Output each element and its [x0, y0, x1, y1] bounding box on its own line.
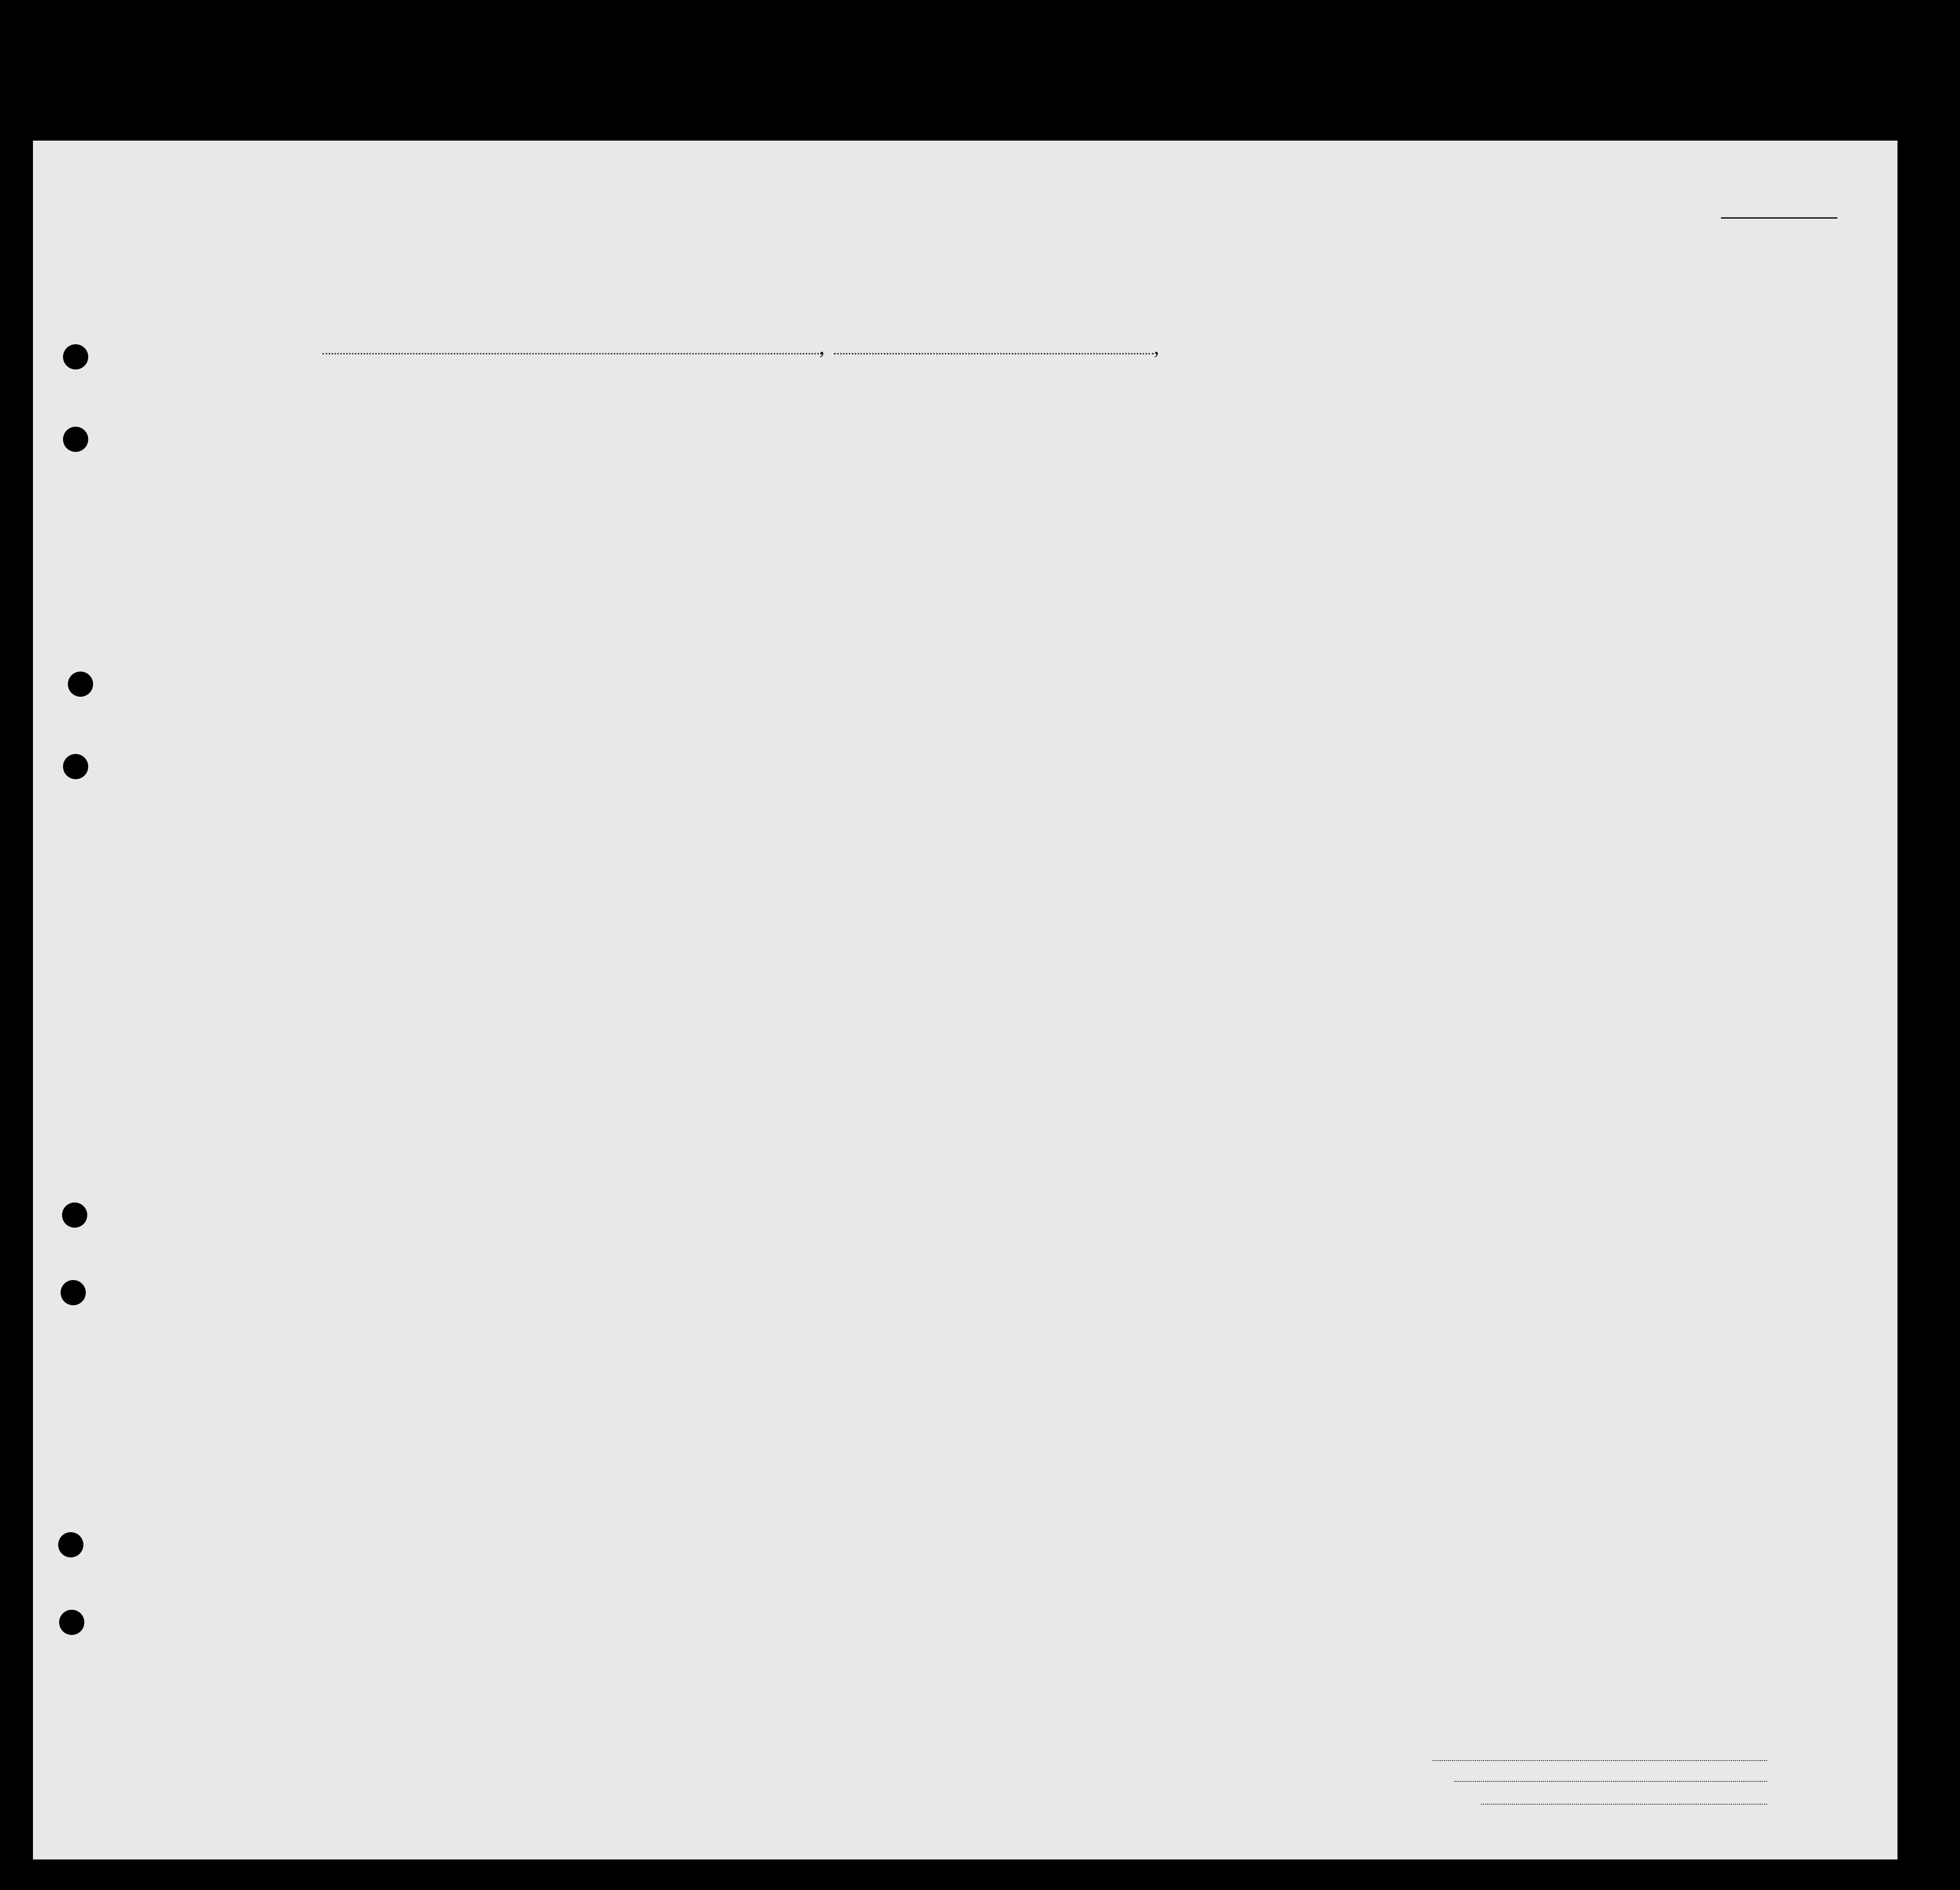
binder-hole	[63, 427, 88, 452]
agents-rule	[1481, 1804, 1767, 1805]
comma-2: ,	[1154, 335, 1159, 359]
binder-hole	[61, 1280, 86, 1305]
comma: ,	[819, 335, 825, 359]
binder-hole	[68, 672, 93, 697]
line-rule	[1433, 1760, 1767, 1761]
owners-rule	[1454, 1781, 1767, 1782]
binder-hole	[63, 344, 88, 369]
port-line	[322, 353, 822, 354]
date-line	[834, 353, 1154, 354]
binder-hole	[62, 1202, 87, 1228]
list-underline	[1721, 217, 1837, 219]
binder-hole	[63, 754, 88, 779]
ruled-grid	[33, 141, 1897, 1859]
binder-hole	[58, 1532, 83, 1557]
manifest-sheet	[33, 141, 1897, 1859]
binder-hole	[59, 1610, 84, 1635]
